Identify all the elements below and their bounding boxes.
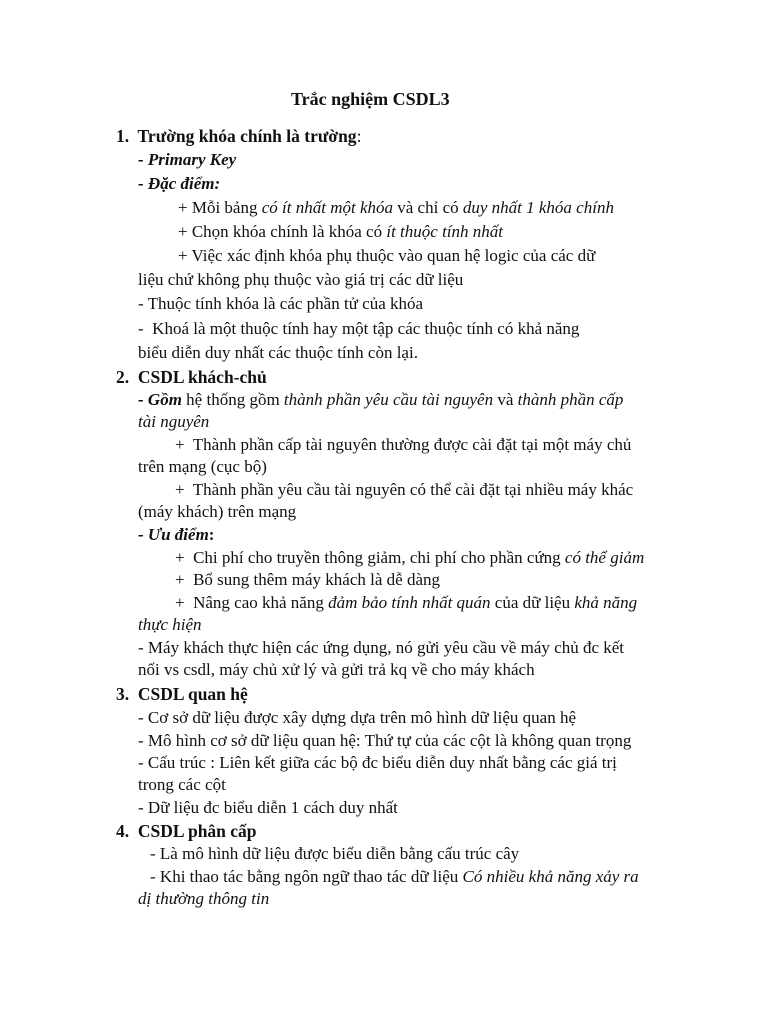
text-part: + Chọn khóa chính là khóa có bbox=[178, 222, 387, 241]
s2-bullet-2-cont bbox=[138, 501, 296, 523]
s2-bullet-1-cont bbox=[138, 456, 267, 478]
text-part: có ít nhất một khóa bbox=[261, 198, 393, 217]
s2-adv-1 bbox=[175, 547, 644, 569]
s1-bullet-3-cont bbox=[138, 269, 463, 291]
s4-line-2 bbox=[150, 866, 639, 888]
text-part: có thể giảm bbox=[564, 548, 645, 567]
text-part: + Chi phí cho truyền thông giảm, chi phí cho phần cứng bbox=[175, 548, 565, 567]
s1-primary-key bbox=[138, 149, 236, 171]
s3-line-1 bbox=[138, 707, 576, 729]
s1-line-1 bbox=[138, 293, 423, 315]
line-text: - Là mô hình dữ liệu được biểu diễn bằng cấu trúc cây bbox=[150, 844, 520, 863]
s1-bullet-1 bbox=[178, 197, 614, 219]
text-part: ít thuộc tính nhất bbox=[386, 222, 503, 241]
line-text: + Thành phần yêu cầu tài nguyên có thể cài đặt tại nhiều máy khác bbox=[175, 480, 634, 499]
line-text: - Thuộc tính khóa là các phần tử của khóa bbox=[138, 294, 424, 313]
text-part: đảm bảo tính nhất quán bbox=[328, 593, 491, 612]
text-part: hệ thống gồm bbox=[181, 390, 284, 409]
s1-line-2-cont bbox=[138, 342, 418, 364]
line-text: trong các cột bbox=[138, 775, 226, 794]
s2-adv-3 bbox=[175, 592, 637, 614]
text-part: khả năng bbox=[574, 593, 638, 612]
line-text: biểu diễn duy nhất các thuộc tính còn lại. bbox=[138, 343, 418, 362]
heading-text: 4. CSDL phân cấp bbox=[116, 821, 257, 841]
line-text: - Đặc điểm: bbox=[138, 174, 221, 193]
s2-line-1-cont bbox=[138, 659, 535, 681]
section-3-heading bbox=[116, 683, 248, 705]
line-text: - Máy khách thực hiện các ứng dụng, nó gửi yêu cầu về máy chủ đc kết bbox=[138, 638, 625, 657]
text-part: và chỉ có bbox=[393, 198, 463, 217]
line-text: thực hiện bbox=[138, 615, 202, 634]
text-part: Có nhiều khả năng xảy ra bbox=[462, 867, 639, 886]
s1-line-2 bbox=[138, 318, 579, 340]
s2-bullet-2 bbox=[175, 479, 633, 501]
s2-uu-diem bbox=[138, 524, 214, 546]
line-text: trên mạng (cục bộ) bbox=[138, 457, 267, 476]
text-part: Gồm bbox=[147, 390, 182, 409]
heading-text: 1. Trường khóa chính là trường bbox=[116, 126, 357, 146]
text-part: + Nâng cao khả năng bbox=[175, 593, 329, 612]
line-text: dị thường thông tin bbox=[138, 889, 270, 908]
s1-bullet-2 bbox=[178, 221, 503, 243]
line-text: - Dữ liệu đc biểu diễn 1 cách duy nhất bbox=[138, 798, 398, 817]
s4-line-2-cont bbox=[138, 888, 269, 910]
text-part: - bbox=[138, 525, 148, 544]
line-text: - Cấu trúc : Liên kết giữa các bộ đc biểu diễn duy nhất bằng các giá trị bbox=[138, 753, 617, 772]
line-text: - Primary Key bbox=[138, 150, 237, 169]
heading-colon: : bbox=[356, 126, 362, 146]
text-part: của dữ liệu bbox=[490, 593, 575, 612]
s4-line-1 bbox=[150, 843, 519, 865]
text-part: và bbox=[493, 390, 518, 409]
text-part: : bbox=[208, 525, 215, 544]
s3-line-4 bbox=[138, 797, 398, 819]
line-text: liệu chứ không phụ thuộc vào giá trị các dữ liệu bbox=[138, 270, 464, 289]
s3-line-3-cont bbox=[138, 774, 226, 796]
s2-line-1 bbox=[138, 637, 624, 659]
line-text: (máy khách) trên mạng bbox=[138, 502, 297, 521]
text-part: thành phần cấp bbox=[517, 390, 624, 409]
line-text: - Khoá là một thuộc tính hay một tập các thuộc tính có khả năng bbox=[138, 319, 580, 338]
text-part: Ưu điểm bbox=[147, 525, 209, 544]
line-text: + Việc xác định khóa phụ thuộc vào quan hệ logic của các dữ bbox=[178, 246, 596, 265]
line-text: nối vs csdl, máy chủ xử lý và gửi trả kq về cho máy khách bbox=[138, 660, 535, 679]
s1-bullet-3 bbox=[178, 245, 595, 267]
text-part: duy nhất 1 khóa chính bbox=[462, 198, 614, 217]
line-text: + Thành phần cấp tài nguyên thường được cài đặt tại một máy chủ bbox=[175, 435, 632, 454]
s2-adv-2 bbox=[175, 569, 440, 591]
title-text: Trắc nghiệm CSDL3 bbox=[291, 89, 450, 109]
text-part: - bbox=[138, 390, 148, 409]
section-4-heading bbox=[116, 820, 257, 842]
section-1-heading bbox=[116, 125, 361, 147]
s2-gom-cont bbox=[138, 411, 209, 433]
line-text: - Mô hình cơ sở dữ liệu quan hệ: Thứ tự của các cột là không quan trọng bbox=[138, 731, 632, 750]
s1-dac-diem bbox=[138, 173, 220, 195]
heading-text: 2. CSDL khách-chủ bbox=[116, 367, 267, 387]
text-part: + Mỗi bảng bbox=[178, 198, 262, 217]
text-part: - Khi thao tác bằng ngôn ngữ thao tác dữ liệu bbox=[150, 867, 463, 886]
line-text: tài nguyên bbox=[138, 412, 210, 431]
line-text: - Cơ sở dữ liệu được xây dựng dựa trên mô hình dữ liệu quan hệ bbox=[138, 708, 576, 727]
line-text: + Bổ sung thêm máy khách là dễ dàng bbox=[175, 570, 441, 589]
document-title bbox=[291, 88, 450, 110]
s2-gom bbox=[138, 389, 623, 411]
s3-line-3 bbox=[138, 752, 617, 774]
section-2-heading bbox=[116, 366, 267, 388]
text-part: thành phần yêu cầu tài nguyên bbox=[283, 390, 494, 409]
s2-adv-3-cont bbox=[138, 614, 202, 636]
heading-text: 3. CSDL quan hệ bbox=[116, 684, 248, 704]
s3-line-2 bbox=[138, 730, 631, 752]
s2-bullet-1 bbox=[175, 434, 631, 456]
